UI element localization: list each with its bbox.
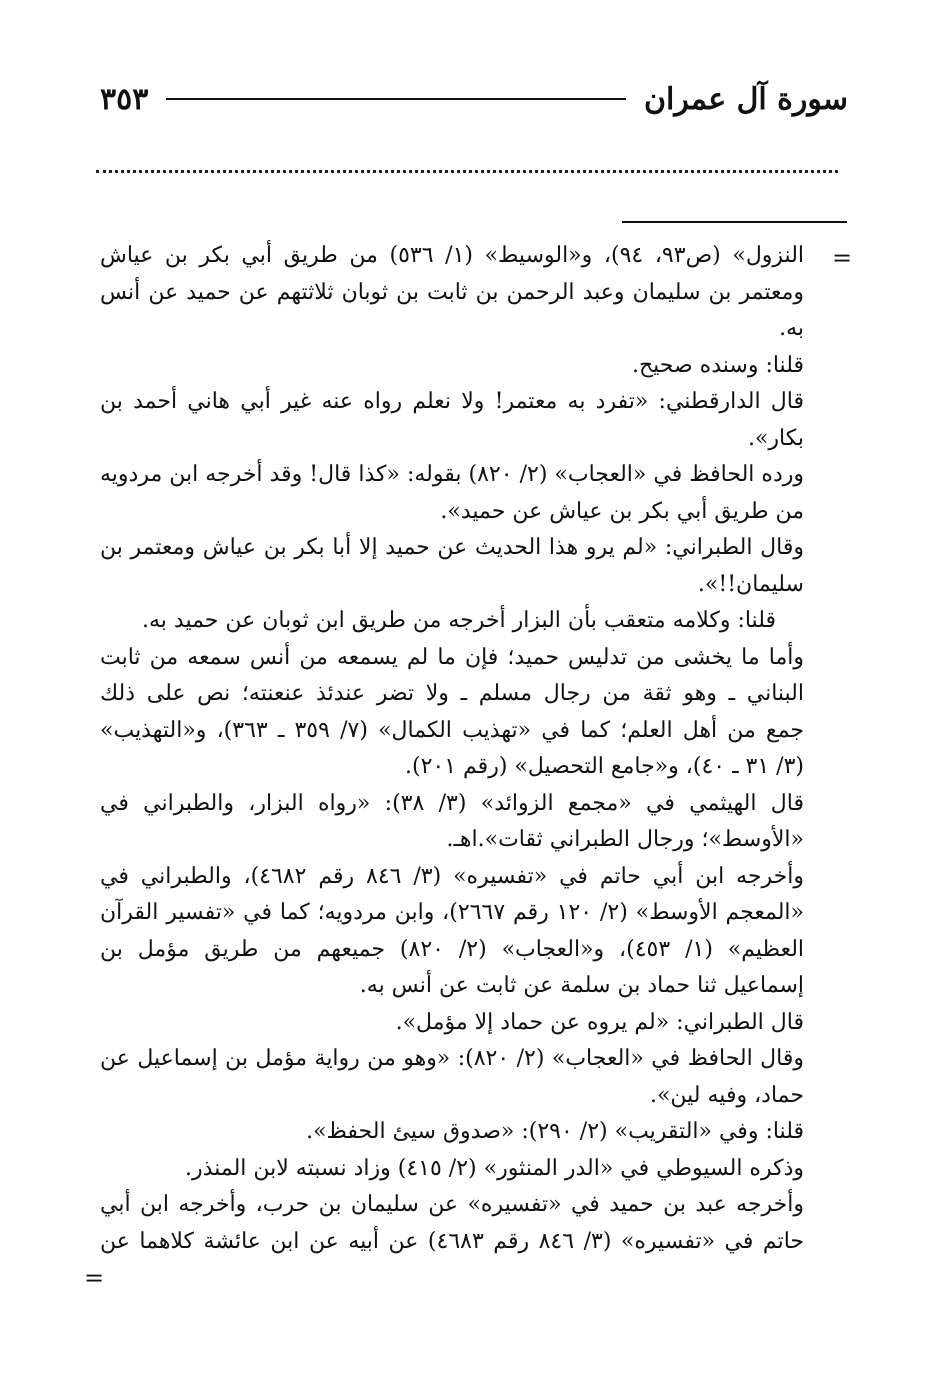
footnote-text: [100, 238, 804, 1260]
surah-title: سورة آل عمران: [643, 81, 848, 117]
text-line: قلنا: وسنده صحيح.: [631, 352, 804, 378]
text-line: حماد، وفيه لين».: [649, 1082, 804, 1108]
text-line: قال الدارقطني: «تفرد به معتمر! ولا نعلم رواه عنه غير أبي هاني أحمد بن: [100, 389, 804, 414]
text-line: وذكره السيوطي في «الدر المنثور» (٢/ ٤١٥) وزاد نسبته لابن المنذر.: [185, 1155, 804, 1181]
text-line: العظيم» (١/ ٤٥٣)، و«العجاب» (٢/ ٨٢٠) جميعهم من طريق مؤمل بن: [100, 936, 804, 962]
text-line: البناني ـ وهو ثقة من رجال مسلم ـ ولا تضر عندئذ عنعنته؛ نص على ذلك: [100, 681, 804, 706]
page-number: ٣٥٣: [100, 81, 149, 117]
text-line: وأخرجه عبد بن حميد في «تفسيره» عن سليمان بن حرب، وأخرجه ابن أبي: [100, 1192, 804, 1217]
text-line: وأما ما يخشى من تدليس حميد؛ فإن ما لم يسمعه من أنس سمعه من ثابت: [100, 644, 804, 670]
text-line: به.: [779, 316, 804, 341]
continuation-mark-end: =: [84, 1264, 105, 1292]
text-line: وأخرجه ابن أبي حاتم في «تفسيره» (٣/ ٨٤٦ رقم ٤٦٨٢)، والطبراني في: [100, 863, 804, 889]
text-line: قلنا: وفي «التقريب» (٢/ ٢٩٠): «صدوق سيئ الحفظ».: [306, 1119, 804, 1144]
text-line: حاتم في «تفسيره» (٣/ ٨٤٦ رقم ٤٦٨٣) عن أبيه عن ابن عائشة كلاهما عن: [100, 1228, 804, 1254]
text-line: قال الهيثمي في «مجمع الزوائد» (٣/ ٣٨): «رواه البزار، والطبراني في: [100, 790, 804, 816]
text-line: قال الطبراني: «لم يروه عن حماد إلا مؤمل».: [395, 1009, 804, 1035]
dotted-separator: [96, 170, 838, 173]
text-line: إسماعيل ثنا حماد بن سلمة عن ثابت عن أنس به.: [359, 973, 804, 998]
running-header: [100, 76, 848, 122]
text-line: ومعتمر بن سليمان وعبد الرحمن بن ثابت بن ثوبان ثلاثتهم عن حميد عن أنس: [100, 279, 804, 305]
text-line: وقال الحافظ في «العجاب» (٢/ ٨٢٠): «وهو من رواية مؤمل بن إسماعيل عن: [100, 1046, 804, 1071]
text-line: وقال الطبراني: «لم يرو هذا الحديث عن حميد إلا أبا بكر بن عياش ومعتمر بن: [100, 535, 804, 560]
text-line: جمع من أهل العلم؛ كما في «تهذيب الكمال» (٧/ ٣٥٩ ـ ٣٦٣)، و«التهذيب»: [100, 717, 804, 743]
text-line: من طريق أبي بكر بن عياش عن حميد».: [440, 498, 804, 524]
text-line: (٣/ ٣١ ـ ٤٠)، و«جامع التحصيل» (رقم ٢٠١).: [405, 754, 804, 779]
text-line: قلنا: وكلامه متعقب بأن البزار أخرجه من طريق ابن ثوبان عن حميد به.: [142, 608, 776, 633]
continuation-mark-start: =: [832, 244, 853, 272]
text-line: «الأوسط»؛ ورجال الطبراني ثقات».اهـ.: [446, 827, 804, 852]
text-line: النزول» (ص٩٣، ٩٤)، و«الوسيط» (١/ ٥٣٦) من طريق أبي بكر بن عياش: [100, 243, 804, 268]
text-line: «المعجم الأوسط» (٢/ ١٢٠ رقم ٢٦٦٧)، وابن مردويه؛ كما في «تفسير القرآن: [100, 900, 804, 925]
text-line: سليمان!!».: [697, 571, 804, 597]
text-line: ورده الحافظ في «العجاب» (٢/ ٨٢٠) بقوله: «كذا قال! وقد أخرجه ابن مردويه: [100, 462, 804, 487]
text-line: بكار».: [747, 425, 804, 451]
footnote-rule: [622, 221, 847, 223]
header-rule: [166, 98, 626, 100]
